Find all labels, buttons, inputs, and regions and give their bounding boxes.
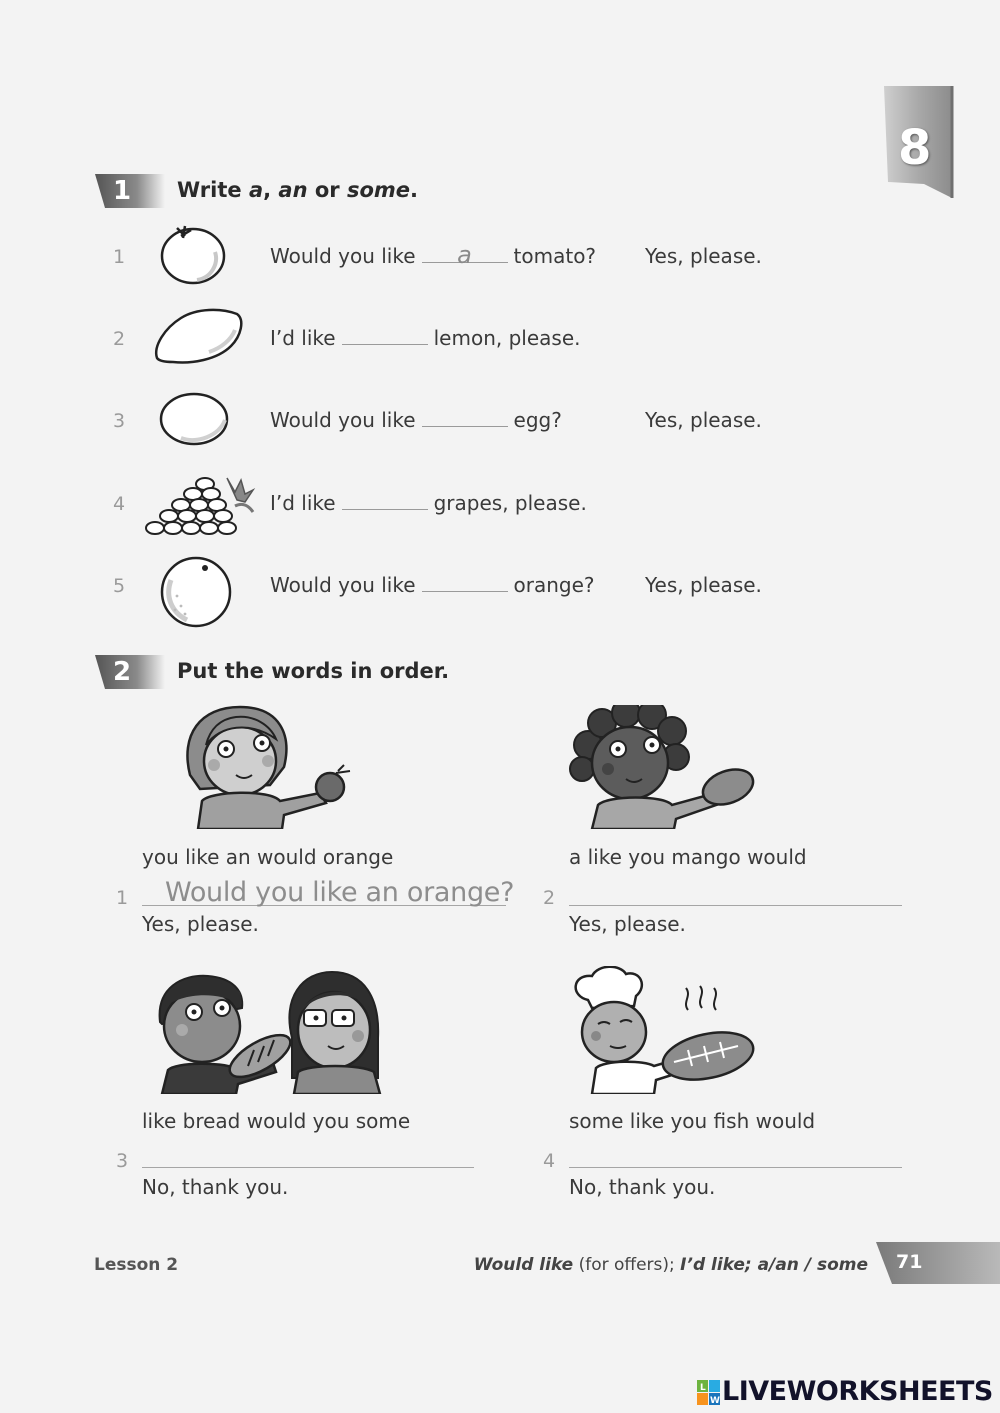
reply-ex2-4: No, thank you. — [569, 1175, 716, 1199]
answer-line-2[interactable] — [569, 905, 902, 906]
scramble-4: some like you fish would — [569, 1109, 816, 1133]
unit-number: 8 — [898, 120, 932, 176]
svg-text:L: L — [700, 1383, 706, 1393]
answer-text-1[interactable]: Would you like an orange? — [165, 877, 515, 908]
girl-offering-orange-illustration — [180, 705, 360, 829]
liveworksheets-logo-icon — [697, 1378, 721, 1408]
answer-blank-1[interactable]: a — [422, 244, 508, 263]
answer-blank-5[interactable] — [422, 573, 508, 592]
brand-name[interactable]: LIVEWORKSHEETS — [722, 1376, 993, 1407]
reply-5: Yes, please. — [645, 573, 762, 597]
page-number: 71 — [896, 1251, 923, 1273]
item-number: 3 — [113, 410, 126, 432]
sentence-2: I’d like lemon, please. — [270, 326, 581, 350]
answer-line-4[interactable] — [569, 1167, 902, 1168]
grammar-focus: Would like (for offers); I’d like; a/an / some — [473, 1255, 868, 1275]
item-number: 4 — [113, 493, 126, 515]
exercise-2-number: 2 — [112, 657, 132, 687]
chef-offering-fish-illustration — [568, 966, 758, 1094]
sentence-4: I’d like grapes, please. — [270, 491, 587, 515]
lemon-icon — [151, 306, 245, 366]
scramble-1: you like an would orange — [142, 845, 394, 869]
svg-text:W: W — [710, 1396, 720, 1406]
answer-line-3[interactable] — [142, 1167, 474, 1168]
item-number: 5 — [113, 575, 126, 597]
question-number: 4 — [543, 1150, 556, 1172]
exercise-1-number: 1 — [112, 176, 132, 206]
sentence-5: Would you like orange? — [270, 573, 595, 597]
exercise-2-title: Put the words in order. — [177, 659, 450, 683]
reply-1: Yes, please. — [645, 244, 762, 268]
orange-icon — [157, 556, 235, 628]
question-number: 1 — [116, 887, 129, 909]
scramble-3: like bread would you some — [142, 1109, 411, 1133]
sentence-1: Would you like a tomato? — [270, 241, 597, 269]
grapes-icon — [141, 472, 257, 544]
reply-ex2-2: Yes, please. — [569, 912, 686, 936]
answer-blank-3[interactable] — [422, 408, 508, 427]
reply-ex2-3: No, thank you. — [142, 1175, 289, 1199]
reply-ex2-1: Yes, please. — [142, 912, 259, 936]
answer-blank-2[interactable] — [342, 326, 428, 345]
item-number: 1 — [113, 246, 126, 268]
answer-blank-4[interactable] — [342, 491, 428, 510]
tomato-icon — [157, 222, 229, 286]
boy-offering-bread-illustration — [152, 968, 384, 1094]
lesson-label: Lesson 2 — [94, 1255, 179, 1275]
question-number: 2 — [543, 887, 556, 909]
boy-offering-mango-illustration — [568, 705, 758, 829]
item-number: 2 — [113, 328, 126, 350]
scramble-2: a like you mango would — [569, 845, 807, 869]
egg-icon — [157, 390, 231, 448]
reply-3: Yes, please. — [645, 408, 762, 432]
question-number: 3 — [116, 1150, 129, 1172]
page-number-tab — [876, 1242, 1000, 1284]
sentence-3: Would you like egg? — [270, 408, 562, 432]
exercise-1-title: Write a, an or some. — [177, 178, 418, 202]
